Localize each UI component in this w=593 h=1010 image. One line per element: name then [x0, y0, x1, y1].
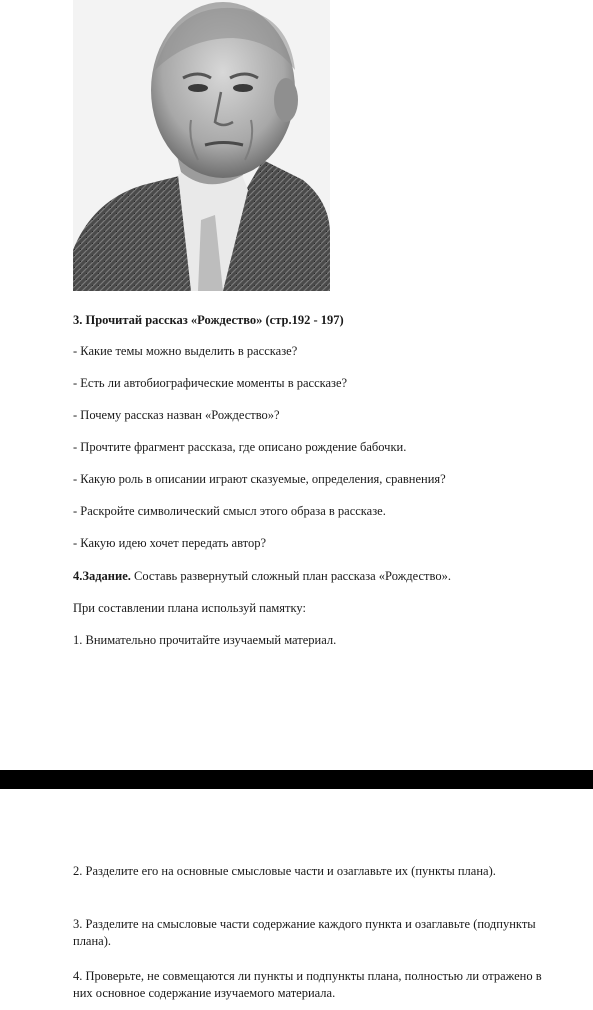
question-item: - Почему рассказ назван «Рождество»? [73, 408, 280, 422]
question-item: - Какие темы можно выделить в рассказе? [73, 344, 298, 358]
section-3-heading: 3. Прочитай рассказ «Рождество» (стр.192 - 197) [73, 313, 344, 327]
page-divider-band [0, 770, 593, 789]
question-item: - Раскройте символический смысл этого образа в рассказе. [73, 504, 386, 518]
memo-intro: При составлении плана используй памятку: [73, 601, 306, 615]
task-text: Составь развернутый сложный план рассказа «Рождество». [130, 569, 451, 583]
question-item: - Прочтите фрагмент рассказа, где описано рождение бабочки. [73, 440, 407, 454]
author-portrait-photo [73, 0, 330, 291]
question-item: - Какую идею хочет передать автор? [73, 536, 267, 550]
memo-step-3: 3. Разделите на смысловые части содержание каждого пункта и озаглавьте (подпункты плана). [73, 917, 536, 948]
portrait-illustration [73, 0, 330, 291]
memo-step-1: 1. Внимательно прочитайте изучаемый материал. [73, 633, 337, 647]
memo-step-4: 4. Проверьте, не совмещаются ли пункты и подпункты плана, полностью ли отражено в них основное содержание изучаемого материала. [73, 969, 542, 1000]
memo-step-2: 2. Разделите его на основные смысловые части и озаглавьте их (пункты плана). [73, 864, 496, 878]
question-item: - Есть ли автобиографические моменты в рассказе? [73, 376, 348, 390]
question-item: - Какую роль в описании играют сказуемые, определения, сравнения? [73, 472, 446, 486]
section-4-task [73, 568, 451, 584]
task-label: 4.Задание. [73, 569, 131, 583]
